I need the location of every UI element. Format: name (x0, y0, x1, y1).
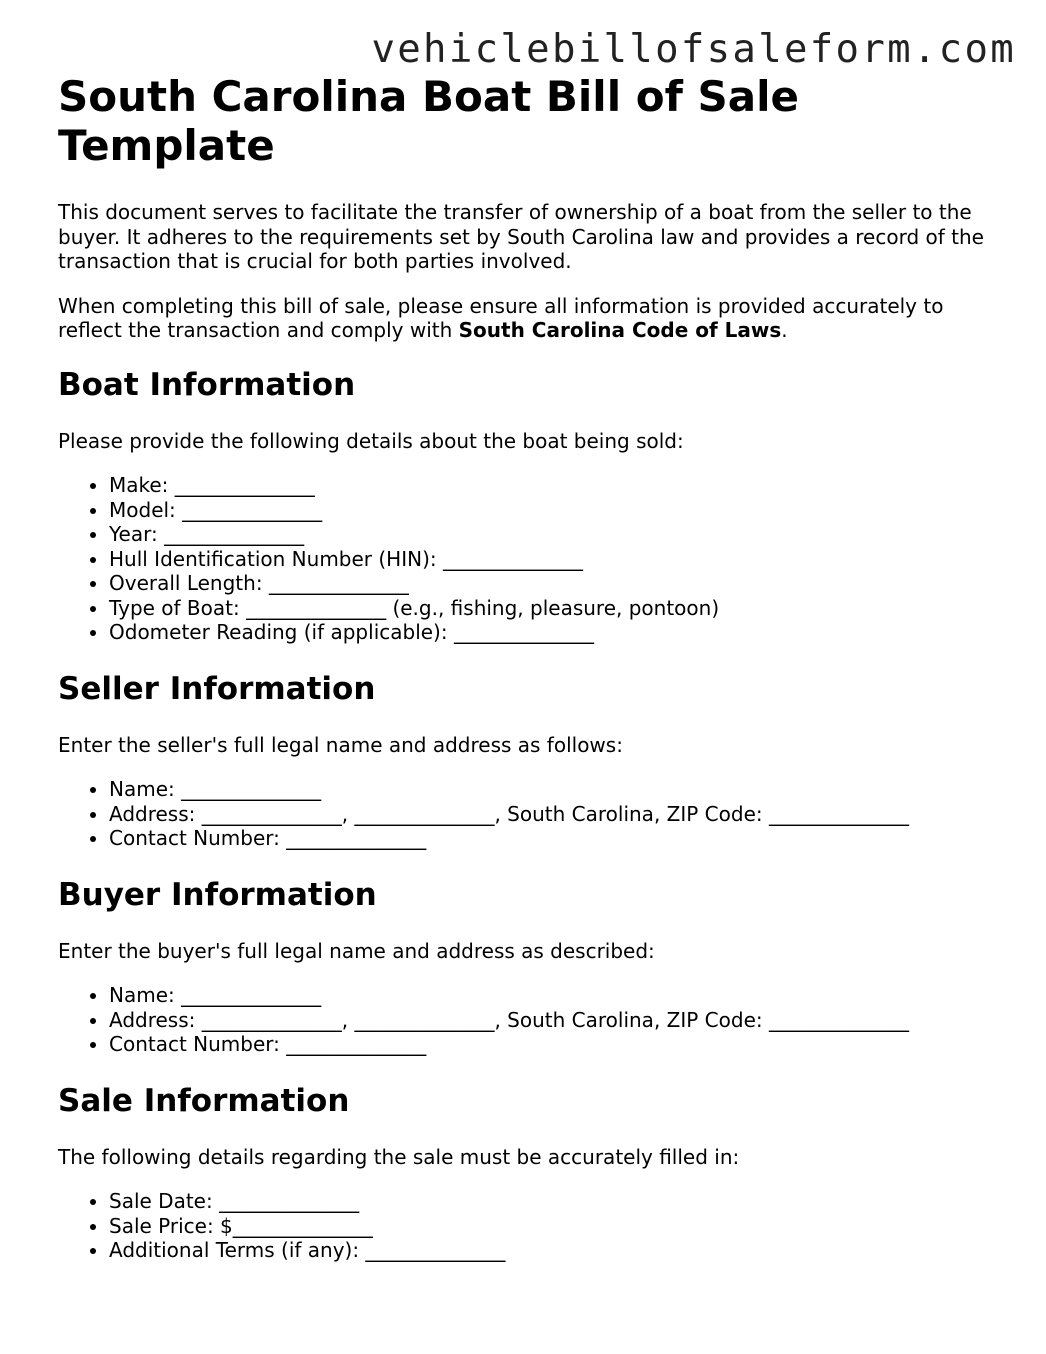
boat-year-field: • Year: ______________ (109, 522, 998, 547)
seller-name-field: • Name: ______________ (109, 777, 998, 802)
sale-information-list (58, 1189, 998, 1263)
seller-information-description: Enter the seller's full legal name and address as follows: (58, 732, 623, 757)
code-of-laws-reference: South Carolina Code of Laws (458, 318, 782, 342)
sale-price-field: • Sale Price: $______________ (109, 1214, 998, 1239)
seller-information-list (58, 777, 998, 851)
seller-information-section (58, 671, 998, 851)
buyer-information-section (58, 877, 998, 1057)
sale-terms-field: • Additional Terms (if any): ______________ (109, 1238, 998, 1263)
intro-paragraph-1: This document serves to facilitate the transfer of ownership of a boat from the seller to the buyer. It adheres to the requirements set by South Carolina law and provides a record of the transaction that is crucial for both parties involved. (58, 200, 984, 273)
watermark: vehiclebillofsaleform.com (371, 27, 1016, 72)
document-page (58, 72, 998, 1283)
buyer-information-heading: Buyer Information (58, 876, 377, 913)
boat-length-field: • Overall Length: ______________ (109, 571, 998, 596)
document-title: South Carolina Boat Bill of Sale Template (58, 72, 799, 170)
boat-odometer-field: • Odometer Reading (if applicable): ______________ (109, 620, 998, 645)
sale-information-section (58, 1083, 998, 1263)
intro-paragraph-2-end: . (781, 318, 788, 342)
sale-date-field: • Sale Date: ______________ (109, 1189, 998, 1214)
seller-contact-field: • Contact Number: ______________ (109, 826, 998, 851)
buyer-address-field: • Address: ______________, ______________, South Carolina, ZIP Code: ______________ (109, 1008, 998, 1033)
seller-address-field: • Address: ______________, ______________, South Carolina, ZIP Code: ______________ (109, 802, 998, 827)
buyer-name-field: • Name: ______________ (109, 983, 998, 1008)
boat-information-description: Please provide the following details about the boat being sold: (58, 428, 684, 453)
seller-information-heading: Seller Information (58, 670, 376, 707)
buyer-contact-field: • Contact Number: ______________ (109, 1032, 998, 1057)
intro-paragraph-2-text: When completing this bill of sale, please ensure all information is provided accurately to reflect the transaction and comply with (58, 293, 944, 342)
sale-information-heading: Sale Information (58, 1082, 350, 1119)
sale-information-description: The following details regarding the sale must be accurately filled in: (58, 1144, 740, 1169)
boat-model-field: • Model: ______________ (109, 498, 998, 523)
boat-type-field: • Type of Boat: ______________ (e.g., fishing, pleasure, pontoon) (109, 596, 998, 621)
buyer-information-description: Enter the buyer's full legal name and address as described: (58, 938, 655, 963)
boat-information-list (58, 473, 998, 645)
buyer-information-list (58, 983, 998, 1057)
boat-information-section (58, 367, 998, 645)
boat-hin-field: • Hull Identification Number (HIN): ______________ (109, 547, 998, 572)
boat-make-field: • Make: ______________ (109, 473, 998, 498)
intro-paragraph-2 (58, 294, 998, 343)
boat-information-heading: Boat Information (58, 366, 356, 403)
